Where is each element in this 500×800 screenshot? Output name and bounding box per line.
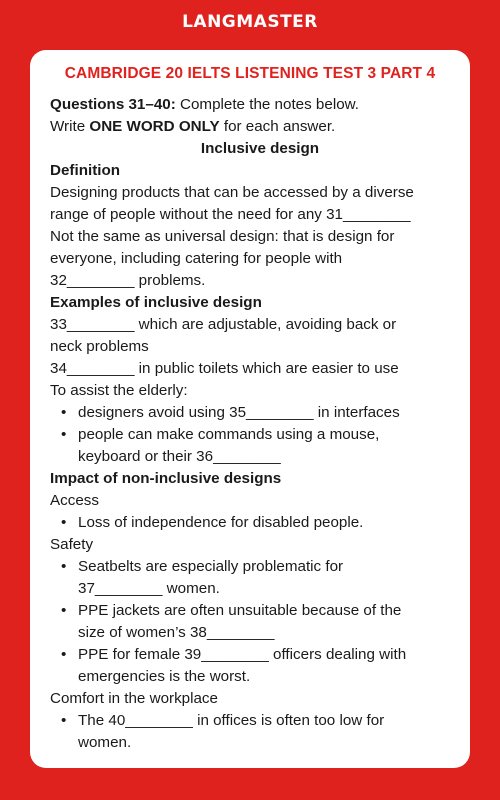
definition-heading: Definition: [50, 162, 121, 179]
impact-heading: Impact of non-inclusive designs: [50, 470, 282, 487]
questions-text: Complete the notes below.: [175, 96, 359, 113]
list-item-line: • people can make commands using a mouse,: [78, 426, 380, 443]
questions-label: Questions 31–40:: [50, 96, 176, 113]
notes-title: Inclusive design: [200, 140, 320, 157]
list-item-line: • Seatbelts are especially problematic for: [78, 558, 344, 575]
definition-line: range of people without the need for any 31________: [50, 206, 411, 223]
list-item-line: • designers avoid using 35________ in interfaces: [78, 404, 400, 421]
access-list: [50, 512, 470, 534]
write-prefix: Write: [50, 118, 90, 135]
examples-line: 34________ in public toilets which are easier to use: [50, 360, 399, 377]
elderly-list: [50, 402, 470, 468]
comfort-label: Comfort in the workplace: [50, 690, 218, 707]
list-item-line: women.: [78, 734, 132, 751]
list-item: [78, 710, 470, 754]
instructions-line-1: [50, 94, 470, 116]
list-item: [78, 600, 470, 644]
access-label: Access: [50, 492, 99, 509]
list-item: [78, 402, 470, 424]
list-item-line: emergencies is the worst.: [78, 668, 251, 685]
list-item-line: keyboard or their 36________: [78, 448, 281, 465]
definition-line: 32________ problems.: [50, 272, 206, 289]
list-item-line: • PPE for female 39________ officers dealing with: [78, 646, 407, 663]
list-item-line: • The 40________ in offices is often too low for: [78, 712, 385, 729]
comfort-list: [50, 710, 470, 754]
notes-content: [50, 94, 470, 754]
examples-line: 33________ which are adjustable, avoiding back or: [50, 316, 397, 333]
list-item: [78, 512, 470, 534]
instructions-line-2: [50, 116, 470, 138]
list-item: [78, 644, 470, 688]
word-limit: ONE WORD ONLY: [89, 118, 220, 135]
list-item: [78, 556, 470, 600]
definition-line: Designing products that can be accessed by a diverse: [50, 184, 414, 201]
safety-label: Safety: [50, 536, 94, 553]
notes-card: [30, 50, 470, 768]
write-suffix: for each answer.: [219, 118, 336, 135]
page-title: CAMBRIDGE 20 IELTS LISTENING TEST 3 PART 4: [64, 65, 436, 82]
brand-logo: LANGMASTER: [182, 12, 318, 32]
list-item-line: • Loss of independence for disabled people.: [78, 514, 364, 531]
list-item-line: • PPE jackets are often unsuitable because of the: [78, 602, 402, 619]
examples-line: To assist the elderly:: [50, 382, 188, 399]
definition-line: everyone, including catering for people with: [50, 250, 343, 267]
list-item-line: size of women’s 38________: [78, 624, 275, 641]
examples-line: neck problems: [50, 338, 149, 355]
examples-heading: Examples of inclusive design: [50, 294, 262, 311]
list-item-line: 37________ women.: [78, 580, 220, 597]
safety-list: [50, 556, 470, 688]
list-item: [78, 424, 470, 468]
definition-line: Not the same as universal design: that is design for: [50, 228, 395, 245]
